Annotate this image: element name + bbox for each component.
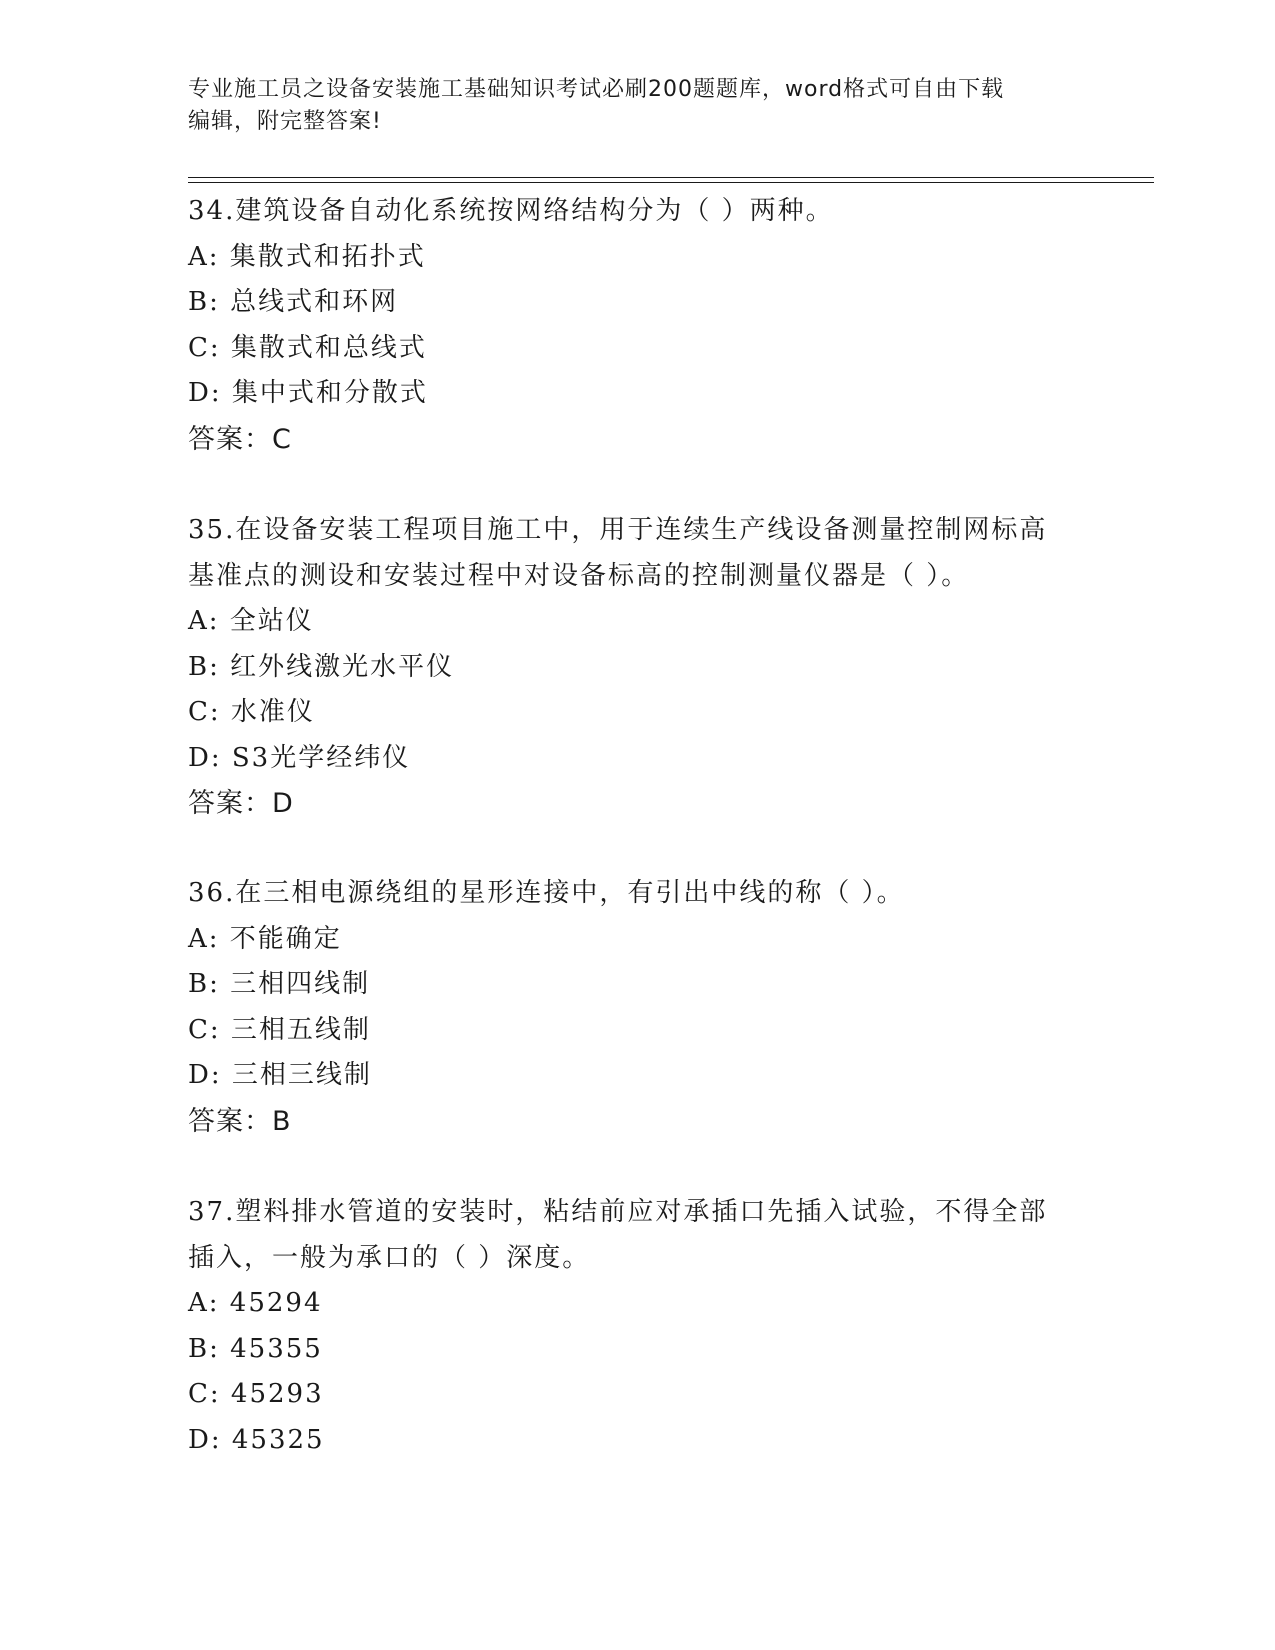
option-b: B: 红外线激光水平仪 — [188, 651, 455, 682]
option-c: C: 集散式和总线式 — [188, 332, 427, 363]
header-line-2: 编辑，附完整答案! — [188, 109, 382, 134]
question-34 — [188, 189, 1088, 462]
header-divider-bottom — [188, 182, 1154, 183]
option-d: D: 三相三线制 — [188, 1060, 372, 1090]
question-stem-continued: 插入，一般为承口的（ ）深度。 — [188, 1242, 591, 1273]
answer-label: 答案：D — [188, 788, 294, 819]
option-b: B: 总线式和环网 — [188, 287, 399, 317]
header-line-1: 专业施工员之设备安装施工基础知识考试必刷200题题库，word格式可自由下载 — [188, 77, 1005, 102]
option-d: D: 45325 — [188, 1424, 325, 1455]
option-d: D: 集中式和分散式 — [188, 378, 428, 408]
answer-label: 答案：B — [188, 1105, 292, 1137]
question-37 — [188, 1190, 1088, 1463]
question-stem-continued: 基准点的测设和安装过程中对设备标高的控制测量仪器是（ ）。 — [188, 560, 970, 591]
option-b: B: 45355 — [188, 1333, 323, 1364]
question-stem: 35.在设备安装工程项目施工中，用于连续生产线设备测量控制网标高 — [188, 515, 1048, 545]
answer-label: 答案：C — [188, 423, 292, 455]
option-a: A: 45294 — [188, 1288, 323, 1318]
option-b: B: 三相四线制 — [188, 969, 371, 999]
question-stem: 34.建筑设备自动化系统按网络结构分为（ ）两种。 — [188, 196, 834, 226]
option-d: D: S3光学经纬仪 — [188, 742, 411, 773]
option-c: C: 45293 — [188, 1379, 324, 1409]
option-a: A: 全站仪 — [188, 606, 314, 636]
option-c: C: 三相五线制 — [188, 1014, 371, 1045]
option-a: A: 集散式和拓扑式 — [188, 241, 426, 272]
option-a: A: 不能确定 — [188, 923, 342, 954]
question-stem: 37.塑料排水管道的安装时，粘结前应对承插口先插入试验，不得全部 — [188, 1197, 1048, 1227]
question-35 — [188, 508, 1088, 827]
option-c: C: 水准仪 — [188, 697, 315, 727]
header-divider-top — [188, 177, 1154, 178]
question-36 — [188, 871, 1088, 1144]
document-header — [188, 74, 1068, 138]
question-stem: 36.在三相电源绕组的星形连接中，有引出中线的称（ ）。 — [188, 878, 905, 908]
